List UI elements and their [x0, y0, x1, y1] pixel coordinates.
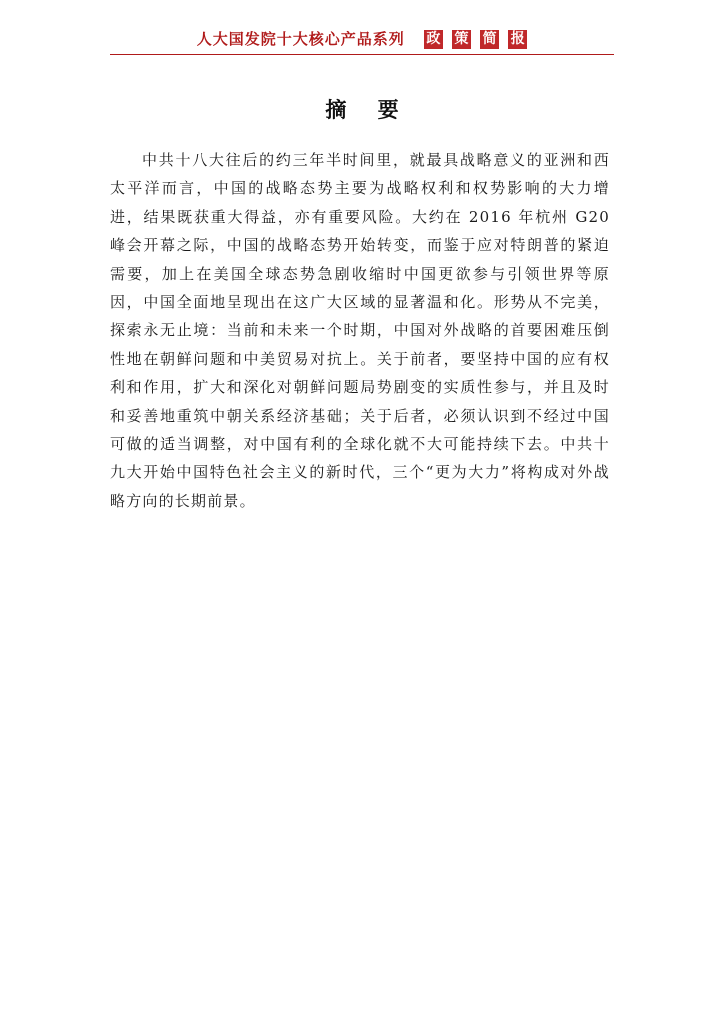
- series-title: 人大国发院十大核心产品系列: [196, 30, 405, 48]
- section-title: 摘 要: [325, 97, 411, 122]
- brand-char: 报: [508, 30, 527, 49]
- brand-char: 策: [452, 30, 471, 49]
- brand-char: 政: [424, 30, 443, 49]
- header-divider: [110, 54, 614, 55]
- abstract-paragraph: 中共十八大往后的约三年半时间里，就最具战略意义的亚洲和西太平洋而言，中国的战略态势主要为战略权利和权势影响的大力增进，结果既获重大得益，亦有重要风险。大约在 2016 年杭州 G20 峰会开幕之际，中国的战略态势开始转变，而鉴于应对特朗普的紧迫需要，加上在美国全球态势急剧收缩时中国更欲参与引领世界等原因，中国全面地呈现出在这广大区域的显著温和化。形势从不完美，探索永无止境：当前和未来一个时期，中国对外战略的首要困难压倒性地在朝鲜问题和中美贸易对抗上。关于前者，要坚持中国的应有权利和作用，扩大和深化对朝鲜问题局势剧变的实质性参与，并且及时和妥善地重筑中朝关系经济基础；关于后者，必须认识到不经过中国可做的适当调整，对中国有利的全球化就不大可能持续下去。中共十九大开始中国特色社会主义的新时代，三个“更为大力”将构成对外战略方向的长期前景。: [110, 151, 610, 510]
- page-header: [110, 28, 614, 54]
- brand-char: 简: [480, 30, 499, 49]
- policy-brief-brand: [420, 29, 527, 49]
